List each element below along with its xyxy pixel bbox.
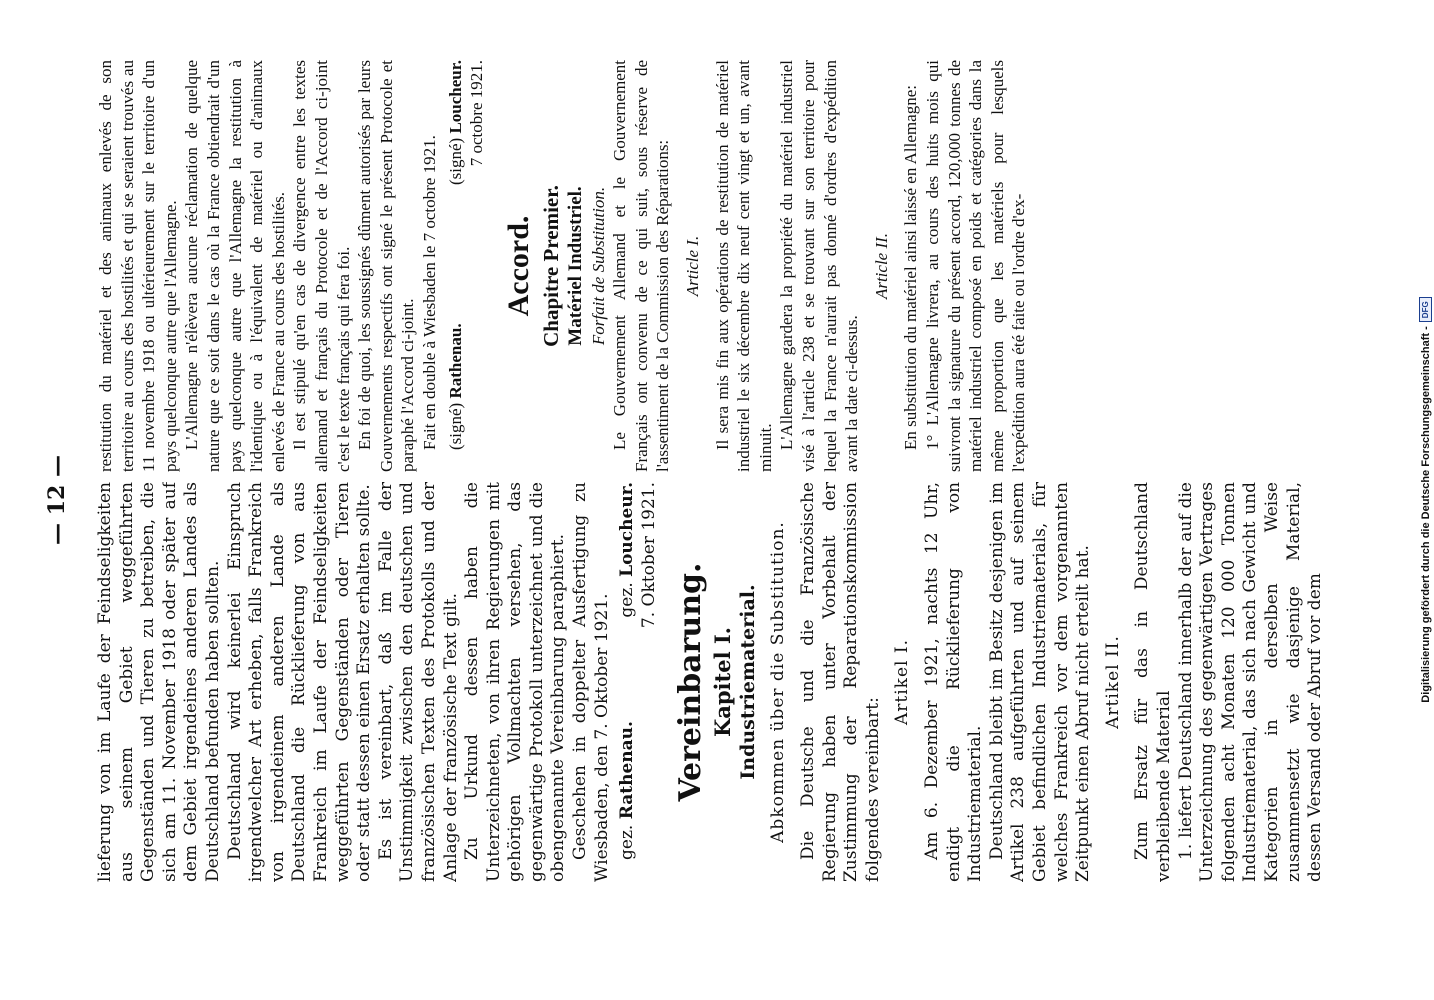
french-intro-paragraph: Il est stipulé qu'en cas de divergence entre les textes allemand et français du Protocole et de l'Accord ci-joint c'est le texte français qui fera foi. <box>290 60 353 472</box>
german-intro-paragraph: Geschehen in doppelter Ausfertigung zu Wiesbaden, den 7. Oktober 1921. <box>570 482 612 882</box>
german-intro-paragraph: Deutschland wird keinerlei Einspruch irgendwelcher Art erheben, falls Frankreich von irgendeinem anderen Lande als Deutschland die Rücklieferung von aus Frankreich im Laufe der Feindseligkeiten weggeführten Gegenständen oder Tieren oder statt dessen einen Ersatz erhalten sollte. <box>224 482 375 882</box>
french-signature-loucheur <box>445 60 467 185</box>
german-paragraph: Die Deutsche und die Französische Regierung haben unter Vorbehalt der Zustimmung der Reparationskommission folgendes vereinbart: <box>798 482 883 882</box>
german-signature-date: 7. Oktober 1921. <box>638 482 659 629</box>
german-paragraph: Zum Ersatz für das in Deutschland verbleibende Material <box>1132 482 1174 882</box>
german-paragraph: Am 6. Dezember 1921, nachts 12 Uhr, endigt die Rücklieferung von Industriematerial. <box>922 482 986 882</box>
german-column <box>95 482 1374 882</box>
french-subtitle: Forfait de Substitution. <box>588 186 608 346</box>
dfg-logo-icon: DFG <box>1419 297 1432 322</box>
french-paragraph: L'Allemagne gardera la propriété du matériel industriel visé à l'article 238 et se trouvant sur son territoire pour lequel la France n'aurait pas donné d'ordres d'expédition avant la date ci-dessus. <box>777 60 862 472</box>
signature-name: Loucheur. <box>445 60 465 134</box>
french-signature-rathenau <box>445 323 467 472</box>
signature-prefix: gez. <box>617 582 638 618</box>
footer-text: Digitalisierung gefördert durch die Deutsche Forschungsgemeinschaft - <box>1419 326 1432 703</box>
french-chapter: Chapitre Premier. <box>538 185 563 347</box>
french-paragraph: 1° L'Allemagne livrera, au cours des huits mois qui suivront la signature du présent accord, 120,000 tonnes de matériel industriel composé en poids et catégories dans la même proportion que les matériels pour lesquels l'expédition aura été faite ou l'ordre d'ex- <box>923 60 1029 472</box>
french-signature-line <box>445 60 467 472</box>
german-intro-paragraph: Es ist vereinbart, daß im Falle der Unstimmigkeit zwischen den deutschen und französischen Texten des Protokolls und der Anlage der französische Text gilt. <box>375 482 461 882</box>
german-subject: Industriematerial. <box>737 584 760 780</box>
digitization-footer <box>1419 0 1432 1000</box>
german-signature-loucheur <box>617 482 639 618</box>
french-signature-date: 7 octobre 1921. <box>467 60 487 167</box>
page-number: — 12 — <box>44 455 70 545</box>
signature-prefix: (signé) <box>445 137 465 185</box>
german-article-2-heading: Artikel II. <box>1102 635 1123 729</box>
german-signature-rathenau <box>617 721 639 882</box>
signature-name: Rathenau. <box>445 323 465 399</box>
french-heading: Accord. <box>501 215 535 317</box>
german-subtitle: Abkommen über die Substitution. <box>768 521 789 843</box>
french-column <box>95 60 1374 472</box>
french-article-1-heading: Article I. <box>683 235 703 297</box>
german-intro-paragraph: lieferung von im Laufe der Feindseligkeiten aus seinem Gebiet weggeführten Gegenständen und Tieren zu betreiben, die sich am 11. November 1918 oder später auf dem Gebiet irgendeines anderen Landes als Deutschland befunden haben sollten. <box>95 482 223 882</box>
german-heading: Vereinbarung. <box>673 562 709 802</box>
german-chapter: Kapitel I. <box>710 627 736 738</box>
signature-prefix: gez. <box>617 824 638 860</box>
german-paragraph: 1. liefert Deutschland innerhalb der auf die Unterzeichnung des gegenwärtigen Vertrages folgenden acht Monaten 120 000 Tonnen Industriematerial, das sich nach Gewicht und Kategorien in derselben Weise zusammensetzt wie dasjenige Material, dessen Versand oder Abruf vor dem <box>1175 482 1326 882</box>
french-paragraph: Il sera mis fin aux opérations de restitution de matériel industriel le six décembre dix neuf cent vingt et un, avant minuit. <box>712 60 775 472</box>
german-paragraph: Deutschland bleibt im Besitz desjenigen im Artikel 238 aufgeführten und auf seinem Gebiet befindlichen Industriematerials, für welches Frankreich vor dem vorgenannten Zeitpunkt einen Abruf nicht erteilt hat. <box>986 482 1094 882</box>
french-intro-paragraph: restitution du matériel et des animaux enlevés de son territoire au cours des hostilités et qui se seraient trouvés au 11 novembre 1918 ou ultérieurement sur le territoire d'un pays quelconque autre que l'Allemagne. <box>96 60 180 472</box>
french-intro-paragraph: Fait en double à Wiesbaden le 7 octobre 1921. <box>419 135 439 450</box>
french-paragraph: En substitution du matériel ainsi laissé en Allemagne: <box>901 85 921 450</box>
french-intro-paragraph: L'Allemagne n'élèvera aucune réclamation de quelque nature que ce soit dans le cas où la France obtiendrait d'un pays quelconque autre que l'Allemagne la restitution à l'identique ou à l'équivalent de matériel ou d'animaux enlevés de France au cours des hostilités. <box>182 60 288 472</box>
french-intro-paragraph: En foi de quoi, les soussignés dûment autorisés par leurs Gouvernements respectifs ont signé le présent Protocole et paraphé l'Accord ci-joint. <box>355 60 418 472</box>
german-article-1-heading: Artikel I. <box>892 639 913 725</box>
signature-prefix: (signé) <box>445 402 465 450</box>
french-subject: Matériel Industriel. <box>564 186 586 346</box>
german-signature-line <box>617 482 639 882</box>
french-article-2-heading: Article II. <box>871 232 891 300</box>
german-intro-paragraph: Zu Urkund dessen haben die Unterzeichneten, von ihren Regierungen mit gehörigen Vollmachten versehen, das gegenwärtige Protokoll unterzeichnet und die obengenannte Vereinbarung paraphiert. <box>462 482 569 882</box>
signature-name: Rathenau. <box>617 721 638 820</box>
signature-name: Loucheur. <box>617 482 638 577</box>
french-paragraph: Le Gouvernement Allemand et le Gouvernement Français ont convenu de ce qui suit, sous réserve de l'assentiment de la Commission des Réparations: <box>610 60 673 472</box>
